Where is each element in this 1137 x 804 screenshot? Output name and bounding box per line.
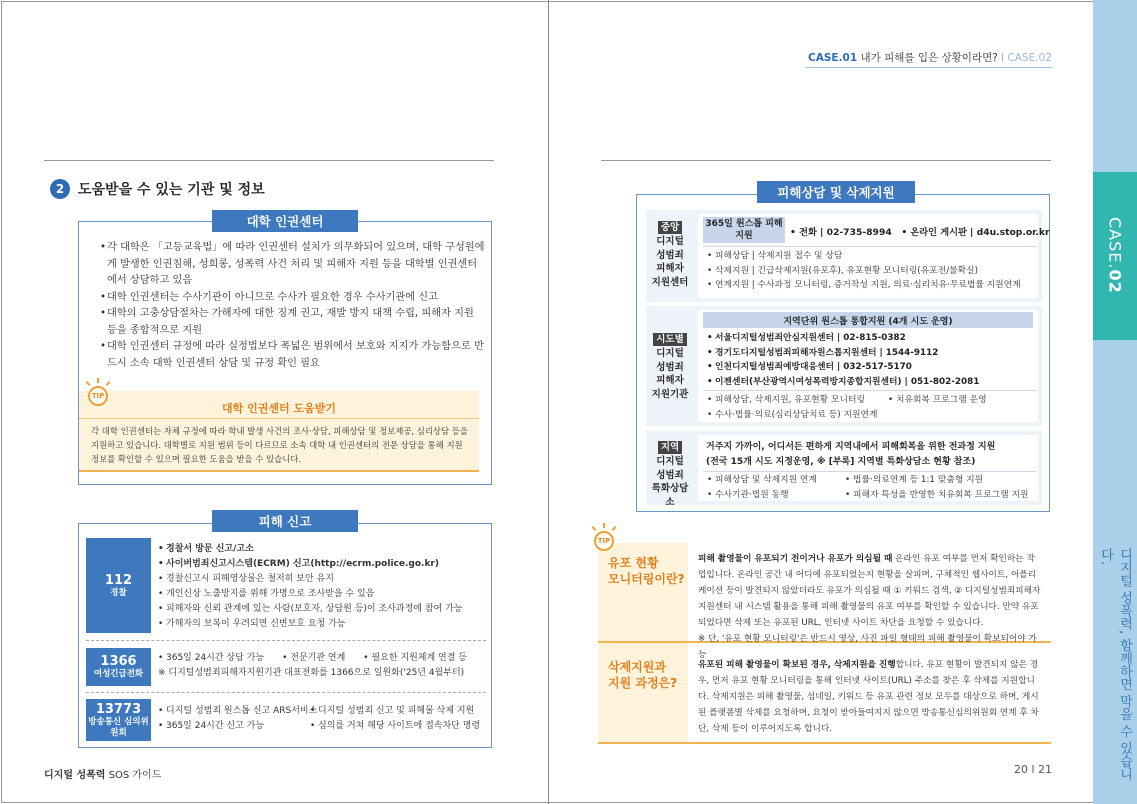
central-label: 중앙 디지털 성범죄 피해자 지원센터	[651, 222, 689, 288]
side-case-label: CASE.02	[1105, 216, 1125, 294]
hotline-112	[86, 538, 151, 633]
hotline-1377-item: • 심의를 거쳐 해당 사이트에 접속차단 명령	[310, 719, 480, 734]
section-title-text: 도움받을 수 있는 기관 및 정보	[78, 182, 265, 198]
province-service: • 치유회복 프로그램 운영	[888, 393, 987, 408]
province-center: • 경기도디지털성범죄피해자원스톱지원센터 | 1544-9112	[707, 346, 979, 361]
tip-univ-box	[79, 391, 479, 472]
central-service: • 피해상담 | 삭제지원 접수 및 상담	[707, 249, 1021, 264]
page-number: 20 l 21	[1014, 763, 1053, 776]
province-tag: 시도별	[653, 333, 687, 346]
help-label: 피해상담 및 삭제지원	[757, 181, 915, 203]
hotline-1377-item: • 365일 24시간 신고 가능	[158, 719, 317, 734]
tip-faq-box	[598, 543, 1051, 744]
police-item: • 개인신상 노출방지를 위해 가명으로 조사받을 수 있음	[158, 587, 462, 602]
right-top-rule	[601, 160, 1051, 161]
hotline-1366-item-a: 365일 24시간 상담 가능	[166, 653, 265, 663]
faq-question-1: 유포 현황 모니터링이란?	[608, 556, 685, 586]
faq-answer-2: 유포된 피해 촬영물이 확보된 경우, 삭제지원을 진행합니다. 유포 현황이 발견되지 않은 경우, 먼저 유포 현황 모니터링을 통해 인터넷 사이트(URL) 주소를 찾은 후 삭제를 지원합니다. 삭제지원은 피해 촬영물, 섬네일, 키워드 등 유포 관련 정보 모두를 대상으로 하며, 게시된 플랫폼별 삭제를 요청하며, 요청이 받아들여지지 않으면 방송통신심의위원회 연계 후 차단, 삭제 등이 이루어지도록 합니다.	[698, 660, 1039, 734]
lightbulb-tip-icon	[83, 378, 113, 410]
central-phone: • 전화 | 02-735-8994	[790, 227, 892, 238]
hotline-number: 1366	[100, 654, 137, 669]
faq-question-2: 삭제지원과 지원 과정은?	[608, 660, 678, 690]
province-services-a	[707, 393, 878, 422]
hotline-1366-note: ※ 디지털성범죄피해자지원기관 대표전화를 1366으로 일원화('25년 4월부터)	[158, 668, 465, 678]
central-service: • 삭제지원 | 긴급삭제지원(유포후), 유포현황 모니터링(유포전/불확실)	[707, 264, 1021, 279]
faq-answer-1-note: ※ 단, '유포 현황 모니터링'은 반드시 영상, 사진 파일 형태의 피해 촬영물이 확보되어야 가능	[698, 634, 1037, 660]
local-service: • 피해자 특성을 반영한 치유회복 프로그램 지원	[845, 488, 1028, 503]
local-tag: 지역	[658, 441, 682, 454]
hotline-1377-list-a	[158, 704, 317, 734]
section-number: 2	[50, 179, 70, 199]
tip-badge: TIP	[594, 531, 614, 551]
police-item: • 피해자와 신뢰 관계에 있는 사람(보호자, 상담원 등)이 조사과정에 참여 가능	[158, 602, 462, 617]
univ-center-label: 대학 인권센터	[212, 210, 358, 232]
divider	[86, 640, 486, 641]
province-label: 시도별 디지털 성범죄 피해자 지원기관	[651, 334, 689, 400]
hotline-name: 경찰	[110, 587, 127, 598]
central-contact	[790, 224, 1050, 238]
central-tag: 중앙	[658, 221, 682, 234]
hotline-1377-item: • 디지털 성범죄 원스톱 신고 ARS서비스	[158, 704, 317, 719]
hotline-number: 13773	[95, 701, 142, 717]
divider	[703, 390, 1036, 391]
report-label: 피해 신고	[212, 510, 358, 532]
local-service: • 피해상담 및 삭제지원 연계	[707, 473, 817, 488]
province-center: • 이젠센터(부산광역시여성폭력방지종합지원센터) | 051-802-2081	[707, 375, 979, 390]
case-other: CASE.02	[1007, 52, 1052, 64]
local-services-b	[845, 473, 1028, 502]
faq-answer-1: 피해 촬영물이 유포되기 전이거나 유포가 의심될 때 온라인 유포 여부를 먼저 확인하는 작업입니다. 온라인 공간 내 어디에 유포되었는지 현황을 살피며, 구체적인 웹사이트, 어플리케이션 등이 발견되지 않았더라도 유포가 의심될 때 ① 키워드 검색, ② 디지털성범죄피해자지원센터 내 시스템 활용을 통해 피해 촬영물의 유포 여부를 확인할 수 있습니다. 만약 유포되었다면 삭제 또는 유포된 URL, 인터넷 사이트 차단을 요청할 수 있습니다. ※ 단, '유포 현황 모니터링'은 반드시 영상, 사진 파일 형태의 피해 촬영물이 확보되어야 가능	[698, 554, 1041, 660]
footer-guide-title: 디지털 성폭력 SOS 가이드	[44, 770, 162, 781]
central-board: • 온라인 게시판 | d4u.stop.or.kr	[901, 227, 1050, 238]
hotline-1377-item: • 디지털 성범죄 신고 및 피해물 삭제 지원	[310, 704, 480, 719]
divider	[703, 246, 1036, 247]
local-service: • 법률·의료연계 등 1:1 맞춤형 지원	[845, 473, 1028, 488]
book-spine	[548, 0, 549, 804]
hotline-1366-item-b: 전문기관 연계	[290, 653, 346, 663]
hotline-name: 방송통신 심의위원회	[88, 716, 149, 738]
left-top-rule	[44, 160, 494, 161]
local-label: 지역 디지털 성범죄 특화상담소	[651, 442, 689, 508]
case-header-rule	[806, 67, 1052, 68]
hotline-1366-item: • 365일 24시간 상담 가능 • 전문기관 연계 • 필요한 지원체계 연결 등	[158, 651, 467, 666]
local-service: • 수사기관·법원 동행	[707, 488, 817, 503]
side-slogan: 디지털 성폭력, 함께하면 막을 수 있습니다.	[1098, 548, 1132, 781]
tip-univ-title: 대학 인권센터 도움받기	[222, 402, 336, 415]
lightbulb-tip-icon	[589, 523, 619, 555]
hotline-1366-list	[158, 651, 467, 681]
province-services-b	[888, 393, 987, 408]
case-title: 내가 피해를 입은 상황이라면?	[857, 52, 998, 64]
province-centers	[707, 331, 979, 389]
case-current: CASE.01	[808, 52, 858, 64]
central-services	[707, 249, 1021, 293]
hotline-number-suffix: 3	[132, 701, 142, 717]
police-item: • 가해자의 보복이 우려되면 신변보호 요청 가능	[158, 617, 462, 632]
univ-item: • 대학 인권센터는 수사기관이 아니므로 수사가 필요한 경우 수사기관에 신고	[100, 290, 485, 307]
tip-univ-body: 각 대학 인권센터는 자체 규정에 따라 학내 발생 사건의 조사·상담, 피해상담 및 정보제공, 심리상담 등을 지원하고 있습니다. 대학별로 지원 범위 등이 다르므로 소속 대학 내 인권센터의 전문 상담을 통해 지원 정보를 확인할 수 있으며 필요한 도움을 받을 수 있습니다.	[91, 426, 468, 464]
province-center: • 인천디지털성범죄예방대응센터 | 032-517-5170	[707, 360, 979, 375]
divider	[703, 471, 1036, 472]
hotline-1377	[86, 699, 151, 741]
hotline-1377-list-b	[310, 704, 480, 734]
univ-item: • 대학의 고충상담절차는 가해자에 대한 징계 권고, 재발 방지 대책 수립, 피해자 지원 등을 종합적으로 지원	[100, 306, 485, 339]
central-org-name: 365일 원스톱 피해지원	[703, 217, 785, 243]
central-service: • 연계지원 | 수사과정 모니터링, 증거작성 지원, 의료·심리치유·무료법률 지원연계	[707, 278, 1021, 293]
hotline-number: 112	[104, 572, 133, 588]
local-intro: 거주지 가까이, 어디서든 편하게 지역내에서 피해회복을 위한 전과정 지원 (전국 15개 시도 지정운영, ※ [부록] 지역별 특화상담소 현황 참조)	[706, 442, 996, 467]
case-header: CASE.01 내가 피해를 입은 상황이라면? l CASE.02	[808, 52, 1052, 64]
province-service: • 수사·법률·의료(심리상담치료 등) 지원연계	[707, 408, 878, 423]
divider	[86, 692, 486, 693]
divider	[598, 742, 1051, 744]
police-item: • 경찰서 방문 신고/고소	[158, 542, 462, 557]
hotline-1366	[86, 648, 151, 686]
tip-univ-rule	[79, 418, 479, 419]
section-title	[50, 179, 265, 199]
univ-center-list	[100, 240, 485, 372]
tip-badge: TIP	[88, 386, 108, 406]
hotline-name: 여성긴급전화	[93, 669, 144, 679]
police-item: • 사이버범죄신고시스템(ECRM) 신고(http://ecrm.police.go.kr)	[158, 557, 462, 572]
local-services-a	[707, 473, 817, 502]
police-list	[158, 542, 462, 632]
police-item: • 경찰신고시 피해영상물은 철저히 보안 유지	[158, 572, 462, 587]
univ-item: • 대학 인권센터 규정에 따라 실정법보다 폭넓은 범위에서 보호와 지지가 가능함으로 반드시 소속 대학 인권센터 상담 및 규정 확인 필요	[100, 339, 485, 372]
hotline-1366-item-c: 필요한 지원체계 연결 등	[371, 653, 467, 663]
univ-item: • 각 대학은 「고등교육법」에 따라 인권센터 설치가 의무화되어 있으며, 대학 구성원에게 발생한 인권침해, 성희롱, 성폭력 사건 처리 및 피해자 지원 등을 대학별 인권센터에서 상담하고 있음	[100, 240, 485, 290]
province-center: • 서울디지털성범죄안심지원센터 | 02-815-0382	[707, 331, 979, 346]
province-service: • 피해상담, 삭제지원, 유포현황 모니터링	[707, 393, 878, 408]
province-head: 지역단위 원스톱 통합지원 (4개 시도 운영)	[703, 312, 1033, 328]
